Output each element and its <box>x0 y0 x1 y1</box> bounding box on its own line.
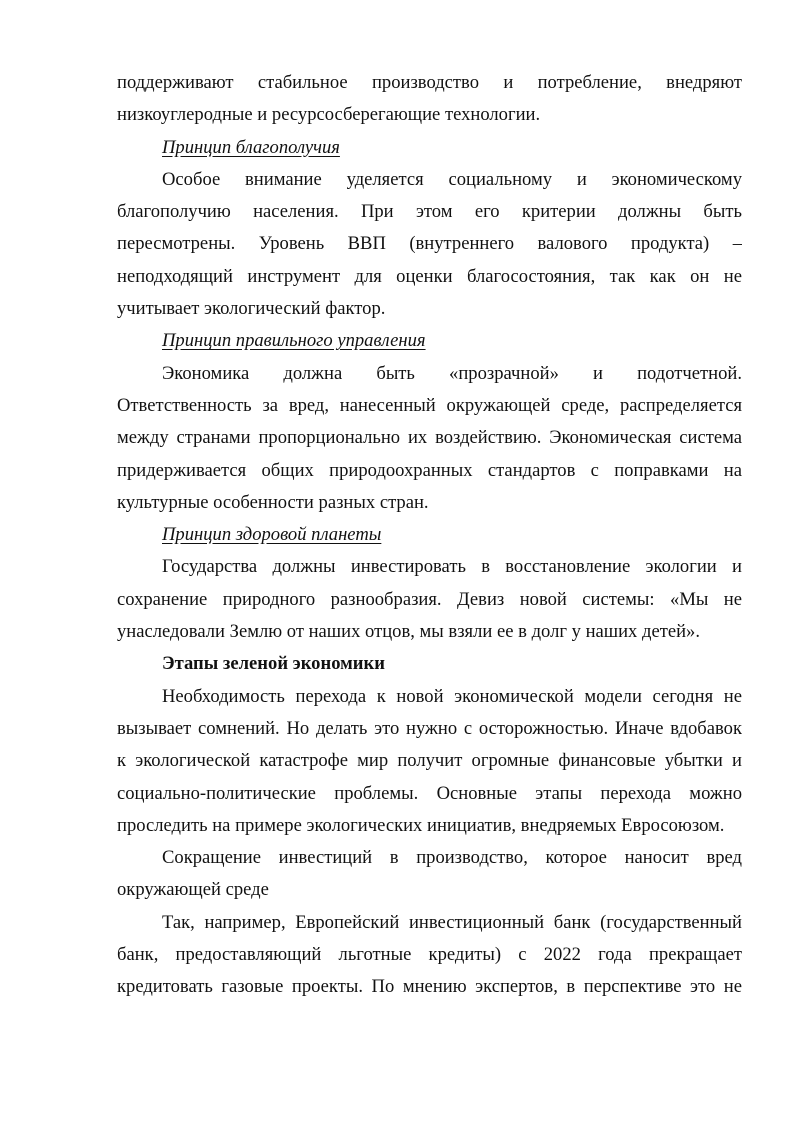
section-heading-stages-text: Этапы зеленой экономики <box>162 653 385 675</box>
text-line: сохранение природного разнообразия. Девиз новой системы: «Мы не <box>117 588 742 610</box>
text-line: Так, например, Европейский инвестиционный банк (государственный <box>162 911 742 933</box>
section-heading-welfare-text: Принцип благополучия <box>162 136 340 158</box>
text-line: Государства должны инвестировать в восстановление экологии и <box>162 556 742 578</box>
text-line: Ответственность за вред, нанесенный окружающей среде, распределяется <box>117 394 742 416</box>
text-line: банк, предоставляющий льготные кредиты) с 2022 года прекращает <box>117 944 742 966</box>
section-heading-welfare <box>117 137 742 169</box>
text-line: между странами пропорционально их воздействию. Экономическая система <box>117 427 742 449</box>
text-line: культурные особенности разных стран. <box>117 491 429 513</box>
section-heading-planet <box>117 524 742 556</box>
text-line: окружающей среде <box>117 879 269 901</box>
text-line: Экономика должна быть «прозрачной» и подотчетной. <box>162 362 742 384</box>
text-line: унаследовали Землю от наших отцов, мы взяли ее в долг у наших детей». <box>117 621 700 643</box>
text-line: придерживается общих природоохранных стандартов с поправками на <box>117 459 742 481</box>
text-line: поддерживают стабильное производство и потребление, внедряют <box>117 72 742 93</box>
text-line: проследить на примере экологических инициатив, внедряемых Евросоюзом. <box>117 814 725 836</box>
text-line: кредитовать газовые проекты. По мнению экспертов, в перспективе это не <box>117 976 742 998</box>
section-heading-stages <box>117 653 742 685</box>
section-heading-governance-text: Принцип правильного управления <box>162 330 426 352</box>
document-body <box>117 72 742 1009</box>
text-line: к экологической катастрофе мир получит огромные финансовые убытки и <box>117 750 742 772</box>
text-line: Сокращение инвестиций в производство, которое наносит вред <box>162 847 742 869</box>
text-line: вызывает сомнений. Но делать это нужно с осторожностью. Иначе вдобавок <box>117 717 742 739</box>
section-heading-governance <box>117 330 742 362</box>
section-heading-planet-text: Принцип здоровой планеты <box>162 524 382 546</box>
text-line: Необходимость перехода к новой экономической модели сегодня не <box>162 685 742 707</box>
text-line: благополучию населения. При этом его критерии должны быть <box>117 201 742 223</box>
text-line: пересмотрены. Уровень ВВП (внутреннего валового продукта) – <box>117 233 742 255</box>
text-line: неподходящий инструмент для оценки благосостояния, так как он не <box>117 265 742 287</box>
text-line: Особое внимание уделяется социальному и экономическому <box>162 168 742 190</box>
text-line: учитывает экологический фактор. <box>117 298 386 320</box>
text-line: социально-политические проблемы. Основные этапы перехода можно <box>117 782 742 804</box>
text-line: низкоуглеродные и ресурсосберегающие технологии. <box>117 104 541 126</box>
